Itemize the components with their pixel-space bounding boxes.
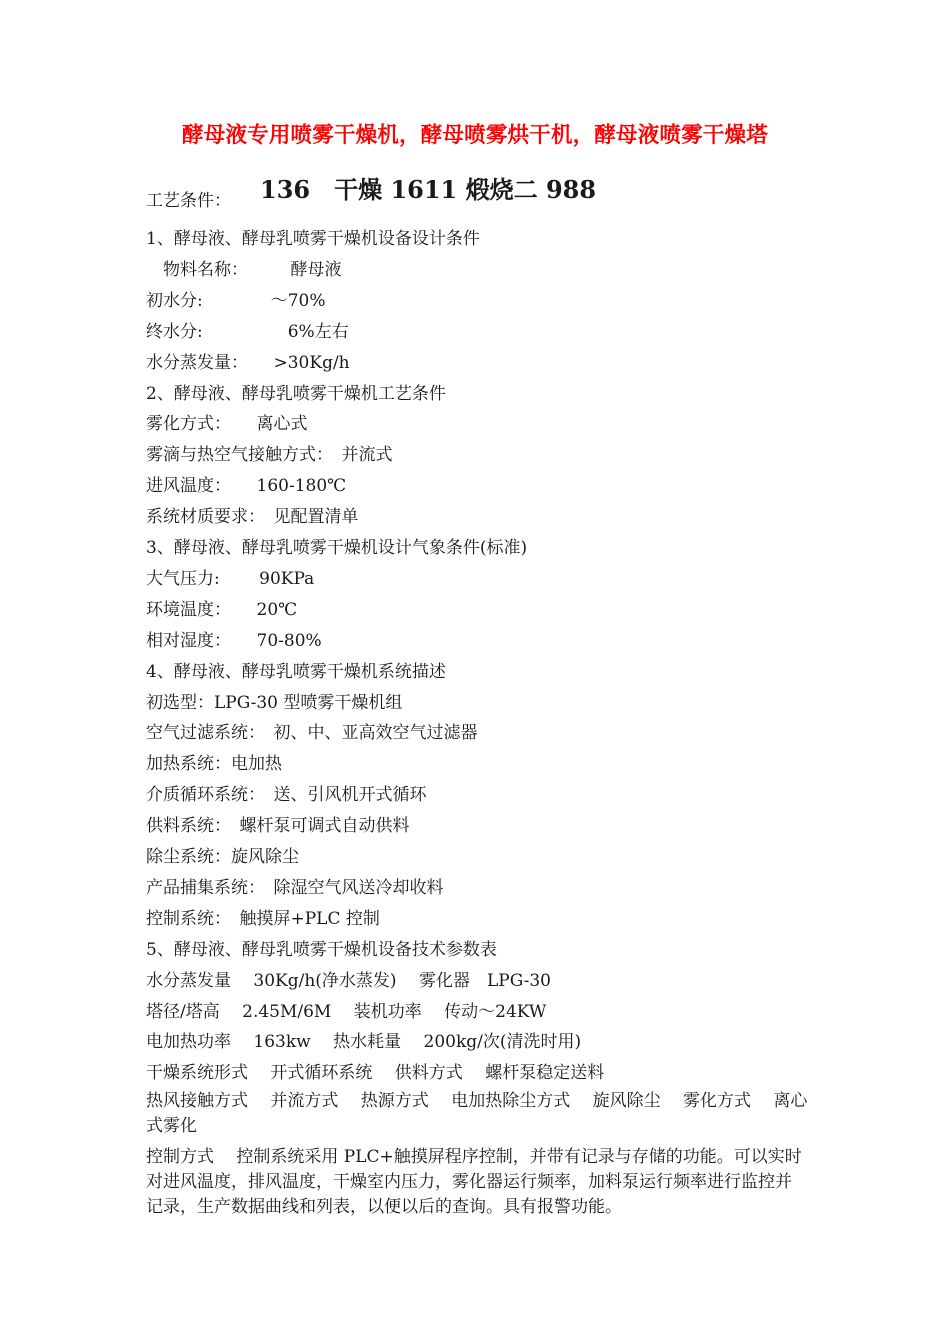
spec-line: 1、酵母液、酵母乳喷雾干燥机设备设计条件 <box>146 229 480 249</box>
spec-paragraph-hot-air: 热风接触方式 并流方式 热源方式 电加热除尘方式 旋风除尘 雾化方式 离心式雾化 <box>146 1091 808 1136</box>
document-title: 酵母液专用喷雾干燥机，酵母喷雾烘干机，酵母液喷雾干燥塔 <box>182 123 768 148</box>
spec-line: 终水分: 6%左右 <box>146 321 349 342</box>
spec-line: 物料名称： 酵母液 <box>146 259 342 280</box>
spec-line: 相对湿度： 70-80% <box>146 630 322 651</box>
spec-line: 干燥系统形式 开式循环系统 供料方式 螺杆泵稳定送料 <box>146 1063 605 1084</box>
contact-phone: 136 干燥 1611 煅烧二 988 <box>260 175 597 204</box>
spec-line: 供料系统： 螺杆泵可调式自动供料 <box>146 816 410 837</box>
spec-line: 进风温度： 160-180℃ <box>146 476 347 497</box>
spec-line: 介质循环系统： 送、引风机开式循环 <box>146 785 427 806</box>
process-conditions-label: 工艺条件： <box>146 191 231 211</box>
spec-line: 加热系统：电加热 <box>146 754 282 775</box>
spec-line: 环境温度： 20℃ <box>146 599 298 620</box>
spec-line: 控制系统： 触摸屏+PLC 控制 <box>146 908 380 929</box>
spec-line: 雾滴与热空气接触方式： 并流式 <box>146 445 393 466</box>
spec-line: 4、酵母液、酵母乳喷雾干燥机系统描述 <box>146 661 446 682</box>
spec-line: 大气压力: 90KPa <box>146 568 315 589</box>
spec-line: 空气过滤系统： 初、中、亚高效空气过滤器 <box>146 723 478 744</box>
spec-line: 水分蒸发量 30Kg/h(净水蒸发) 雾化器 LPG-30 <box>146 970 551 991</box>
spec-paragraph-control: 控制方式 控制系统采用 PLC+触摸屏程序控制，并带有记录与存储的功能。可以实时对进风温度，排风温度，干燥室内压力，雾化器运行频率，加料泵运行频率进行监控并记录，生产数据曲线和列表，以便以后的查询。具有报警功能。 <box>146 1147 802 1217</box>
spec-line: 塔径/塔高 2.45M/6M 装机功率 传动～24KW <box>146 1001 547 1022</box>
spec-line: 3、酵母液、酵母乳喷雾干燥机设计气象条件(标准) <box>146 538 528 558</box>
spec-line: 初水分: ～70% <box>146 290 326 311</box>
spec-line: 2、酵母液、酵母乳喷雾干燥机工艺条件 <box>146 383 446 404</box>
spec-line: 5、酵母液、酵母乳喷雾干燥机设备技术参数表 <box>146 939 497 960</box>
spec-line: 水分蒸发量： >30Kg/h <box>146 352 350 373</box>
spec-line: 除尘系统：旋风除尘 <box>146 847 299 867</box>
spec-line: 产品捕集系统： 除湿空气风送冷却收料 <box>146 877 444 898</box>
spec-line: 系统材质要求： 见配置清单 <box>146 507 359 528</box>
spec-line: 雾化方式： 离心式 <box>146 414 308 435</box>
spec-line: 初选型：LPG-30 型喷雾干燥机组 <box>146 692 403 713</box>
spec-line: 电加热功率 163kw 热水耗量 200kg/次(清洗时用) <box>146 1032 582 1053</box>
